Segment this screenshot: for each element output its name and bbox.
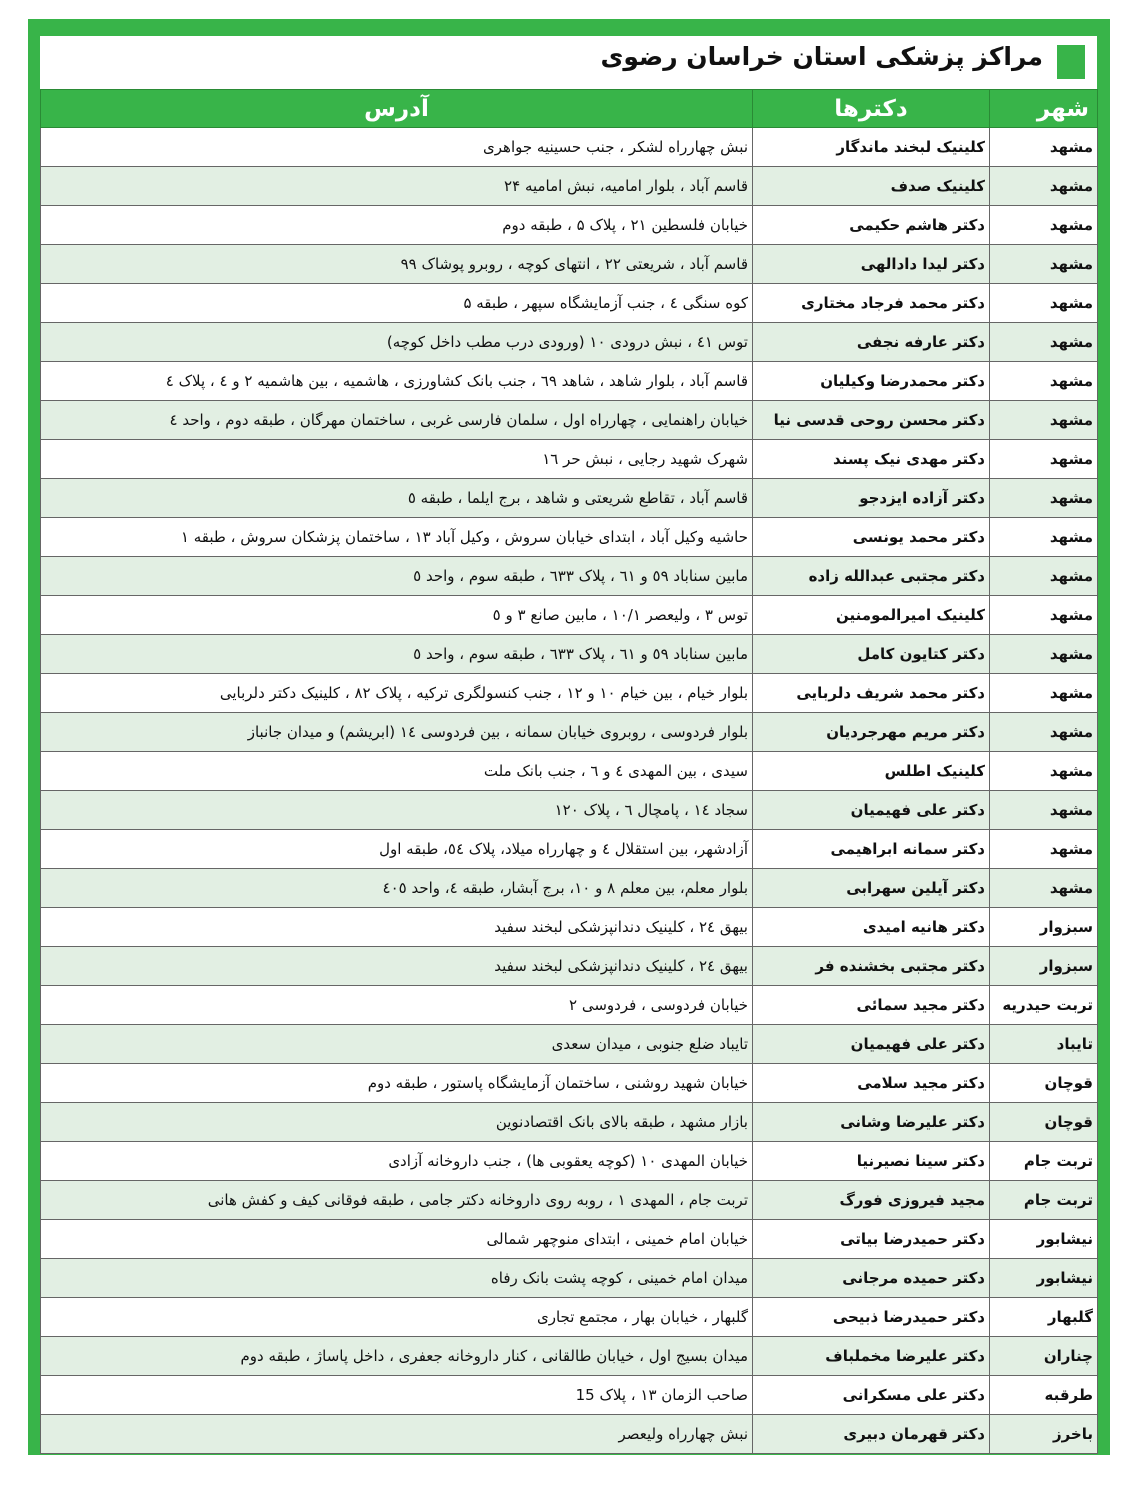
table-row	[41, 1376, 1098, 1415]
row-address: بلوار معلم، بین معلم ٨ و ١٠، برج آبشار، طبقه ٤، واحد ٤٠٥	[41, 869, 753, 908]
row-doctor: دکتر لیدا دادالهی	[753, 245, 990, 284]
table-row	[41, 713, 1098, 752]
row-city: نیشابور	[990, 1220, 1098, 1259]
table-row	[41, 908, 1098, 947]
row-address: تربت جام ، المهدی ١ ، روبه روی داروخانه دکتر جامی ، طبقه فوقانی کیف و کفش هانی	[41, 1181, 753, 1220]
title-marker-square	[1057, 45, 1085, 79]
row-address: بلوار فردوسی ، روبروی خیابان سمانه ، بین فردوسی ١٤ (ابریشم) و میدان جانباز	[41, 713, 753, 752]
row-doctor: دکتر آزاده ایزدجو	[753, 479, 990, 518]
row-doctor: دکتر محمدرضا وکیلیان	[753, 362, 990, 401]
row-doctor: دکتر حمیده مرجانی	[753, 1259, 990, 1298]
table-row	[41, 128, 1098, 167]
table-row	[41, 401, 1098, 440]
medical-centers-table	[40, 89, 1098, 1454]
row-city: مشهد	[990, 245, 1098, 284]
row-city: مشهد	[990, 362, 1098, 401]
table-row	[41, 1064, 1098, 1103]
row-city: مشهد	[990, 440, 1098, 479]
row-address: قاسم آباد ، شریعتی ۲۲ ، انتهای کوچه ، روبرو پوشاک ۹۹	[41, 245, 753, 284]
row-address: قاسم آباد ، تقاطع شریعتی و شاهد ، برج ایلما ، طبقه ٥	[41, 479, 753, 518]
row-address: حاشیه وکیل آباد ، ابتدای خیابان سروش ، وکیل آباد ١٣ ، ساختمان پزشکان سروش ، طبقه ١	[41, 518, 753, 557]
row-city: سبزوار	[990, 947, 1098, 986]
table-row	[41, 1298, 1098, 1337]
row-doctor: دکتر محمد فرجاد مختاری	[753, 284, 990, 323]
row-city: مشهد	[990, 713, 1098, 752]
header-city: شهر	[990, 90, 1098, 128]
table-row	[41, 1103, 1098, 1142]
table-row	[41, 1259, 1098, 1298]
row-doctor: دکتر مریم مهرجردیان	[753, 713, 990, 752]
row-city: مشهد	[990, 518, 1098, 557]
table-row	[41, 284, 1098, 323]
row-doctor: دکتر محمد یونسی	[753, 518, 990, 557]
table-row	[41, 440, 1098, 479]
row-doctor: دکتر مجید سلامی	[753, 1064, 990, 1103]
row-address: صاحب الزمان ١٣ ، پلاک 15	[41, 1376, 753, 1415]
table-row	[41, 557, 1098, 596]
header-address: آدرس	[41, 90, 753, 128]
row-address: نبش چهارراه ولیعصر	[41, 1415, 753, 1454]
row-address: خیابان شهید روشنی ، ساختمان آزمایشگاه پاستور ، طبقه دوم	[41, 1064, 753, 1103]
row-address: سیدی ، بین المهدی ٤ و ٦ ، جنب بانک ملت	[41, 752, 753, 791]
row-city: مشهد	[990, 167, 1098, 206]
row-doctor: کلینیک لبخند ماندگار	[753, 128, 990, 167]
table-row	[41, 323, 1098, 362]
row-city: نیشابور	[990, 1259, 1098, 1298]
table-row	[41, 479, 1098, 518]
row-address: بازار مشهد ، طبقه بالای بانک اقتصادنوین	[41, 1103, 753, 1142]
row-address: شهرک شهید رجایی ، نبش حر ١٦	[41, 440, 753, 479]
row-doctor: دکتر مجید سمائی	[753, 986, 990, 1025]
row-city: مشهد	[990, 557, 1098, 596]
row-doctor: دکتر هانیه امیدی	[753, 908, 990, 947]
table-row	[41, 635, 1098, 674]
row-doctor: دکتر سینا نصیرنیا	[753, 1142, 990, 1181]
row-city: باخرز	[990, 1415, 1098, 1454]
table-row	[41, 1142, 1098, 1181]
row-city: طرقبه	[990, 1376, 1098, 1415]
row-doctor: مجید فیروزی فورگ	[753, 1181, 990, 1220]
row-city: قوچان	[990, 1064, 1098, 1103]
row-address: قاسم آباد ، بلوار شاهد ، شاهد ٦٩ ، جنب بانک کشاورزی ، هاشمیه ، بین هاشمیه ۲ و ٤ ، پلاک ٤	[41, 362, 753, 401]
row-city: مشهد	[990, 479, 1098, 518]
row-address: آزادشهر، بین استقلال ٤ و چهارراه میلاد، پلاک ٥٤، طبقه اول	[41, 830, 753, 869]
table-row	[41, 245, 1098, 284]
row-doctor: کلینیک صدف	[753, 167, 990, 206]
row-doctor: کلینیک اطلس	[753, 752, 990, 791]
table-row	[41, 869, 1098, 908]
row-address: بیهق ٢٤ ، کلینیک دندانپزشکی لبخند سفید	[41, 947, 753, 986]
table-row	[41, 791, 1098, 830]
row-doctor: دکتر آیلین سهرابی	[753, 869, 990, 908]
page-title: مراکز پزشکی استان خراسان رضوی	[600, 42, 1043, 71]
table-row	[41, 986, 1098, 1025]
table-row	[41, 1337, 1098, 1376]
table-row	[41, 518, 1098, 557]
row-doctor: کلینیک امیرالمومنین	[753, 596, 990, 635]
row-doctor: دکتر علی مسکرانی	[753, 1376, 990, 1415]
table-row	[41, 830, 1098, 869]
row-city: مشهد	[990, 830, 1098, 869]
row-address: خیابان المهدی ١٠ (کوچه یعقوبی ها) ، جنب داروخانه آزادی	[41, 1142, 753, 1181]
row-address: قاسم آباد ، بلوار امامیه، نبش امامیه ۲۴	[41, 167, 753, 206]
table-row	[41, 947, 1098, 986]
row-doctor: دکتر سمانه ابراهیمی	[753, 830, 990, 869]
row-city: چناران	[990, 1337, 1098, 1376]
row-address: خیابان فلسطین ۲۱ ، پلاک ۵ ، طبقه دوم	[41, 206, 753, 245]
table-row	[41, 167, 1098, 206]
row-doctor: دکتر مجتبی بخشنده فر	[753, 947, 990, 986]
row-address: میدان بسیج اول ، خیابان طالقانی ، کنار داروخانه جعفری ، داخل پاساژ ، طبقه دوم	[41, 1337, 753, 1376]
table-row	[41, 362, 1098, 401]
table-header-row	[41, 90, 1098, 128]
table-row	[41, 752, 1098, 791]
row-address: بیهق ٢٤ ، کلینیک دندانپزشکی لبخند سفید	[41, 908, 753, 947]
row-doctor: دکتر حمیدرضا ذبیحی	[753, 1298, 990, 1337]
row-address: گلبهار ، خیابان بهار ، مجتمع تجاری	[41, 1298, 753, 1337]
row-doctor: دکتر حمیدرضا بیاتی	[753, 1220, 990, 1259]
header-doctor: دکترها	[753, 90, 990, 128]
row-address: کوه سنگی ٤ ، جنب آزمایشگاه سپهر ، طبقه ۵	[41, 284, 753, 323]
row-address: خیابان امام خمینی ، ابتدای منوچهر شمالی	[41, 1220, 753, 1259]
row-address: تایباد ضلع جنوبی ، میدان سعدی	[41, 1025, 753, 1064]
table-row	[41, 206, 1098, 245]
row-address: توس ٣ ، ولیعصر ١٠/١ ، مابین صانع ٣ و ٥	[41, 596, 753, 635]
row-city: گلبهار	[990, 1298, 1098, 1337]
row-doctor: دکتر قهرمان دبیری	[753, 1415, 990, 1454]
row-address: نبش چهارراه لشکر ، جنب حسینیه جواهری	[41, 128, 753, 167]
row-doctor: دکتر کتایون کامل	[753, 635, 990, 674]
row-city: مشهد	[990, 752, 1098, 791]
table-row	[41, 1415, 1098, 1454]
row-city: مشهد	[990, 596, 1098, 635]
row-address: خیابان راهنمایی ، چهارراه اول ، سلمان فارسی غربی ، ساختمان مهرگان ، طبقه دوم ، واحد ٤	[41, 401, 753, 440]
row-doctor: دکتر علی فهیمیان	[753, 791, 990, 830]
row-doctor: دکتر علیرضا مخملباف	[753, 1337, 990, 1376]
row-city: مشهد	[990, 323, 1098, 362]
row-address: میدان امام خمینی ، کوچه پشت بانک رفاه	[41, 1259, 753, 1298]
row-doctor: دکتر محسن روحی قدسی نیا	[753, 401, 990, 440]
row-city: تربت حیدریه	[990, 986, 1098, 1025]
row-doctor: دکتر مهدی نیک پسند	[753, 440, 990, 479]
row-doctor: دکتر علی فهیمیان	[753, 1025, 990, 1064]
row-doctor: دکتر محمد شریف دلربایی	[753, 674, 990, 713]
row-city: تایباد	[990, 1025, 1098, 1064]
title-bar	[40, 36, 1097, 89]
row-city: تربت جام	[990, 1181, 1098, 1220]
table-body	[41, 128, 1098, 1454]
table-row	[41, 1220, 1098, 1259]
row-city: مشهد	[990, 674, 1098, 713]
content-panel	[40, 36, 1097, 1441]
row-city: مشهد	[990, 284, 1098, 323]
row-city: سبزوار	[990, 908, 1098, 947]
row-city: مشهد	[990, 635, 1098, 674]
row-city: تربت جام	[990, 1142, 1098, 1181]
row-city: مشهد	[990, 791, 1098, 830]
row-city: مشهد	[990, 206, 1098, 245]
row-city: مشهد	[990, 401, 1098, 440]
table-row	[41, 1025, 1098, 1064]
table-row	[41, 674, 1098, 713]
row-city: مشهد	[990, 128, 1098, 167]
row-doctor: دکتر هاشم حکیمی	[753, 206, 990, 245]
row-doctor: دکتر علیرضا وشانی	[753, 1103, 990, 1142]
table-row	[41, 596, 1098, 635]
row-city: مشهد	[990, 869, 1098, 908]
row-address: بلوار خیام ، بین خیام ١٠ و ١٢ ، جنب کنسولگری ترکیه ، پلاک ٨٢ ، کلینیک دکتر دلربایی	[41, 674, 753, 713]
row-address: توس ٤١ ، نبش درودی ١٠ (ورودی درب مطب داخل کوچه)	[41, 323, 753, 362]
row-address: خیابان فردوسی ، فردوسی ٢	[41, 986, 753, 1025]
row-address: سجاد ١٤ ، پامچال ٦ ، پلاک ١٢٠	[41, 791, 753, 830]
row-address: مابین سناباد ٥٩ و ٦١ ، پلاک ٦٣٣ ، طبقه سوم ، واحد ٥	[41, 635, 753, 674]
row-doctor: دکتر عارفه نجفی	[753, 323, 990, 362]
table-row	[41, 1181, 1098, 1220]
row-doctor: دکتر مجتبی عبدالله زاده	[753, 557, 990, 596]
row-address: مابین سناباد ٥٩ و ٦١ ، پلاک ٦٣٣ ، طبقه سوم ، واحد ٥	[41, 557, 753, 596]
row-city: قوچان	[990, 1103, 1098, 1142]
